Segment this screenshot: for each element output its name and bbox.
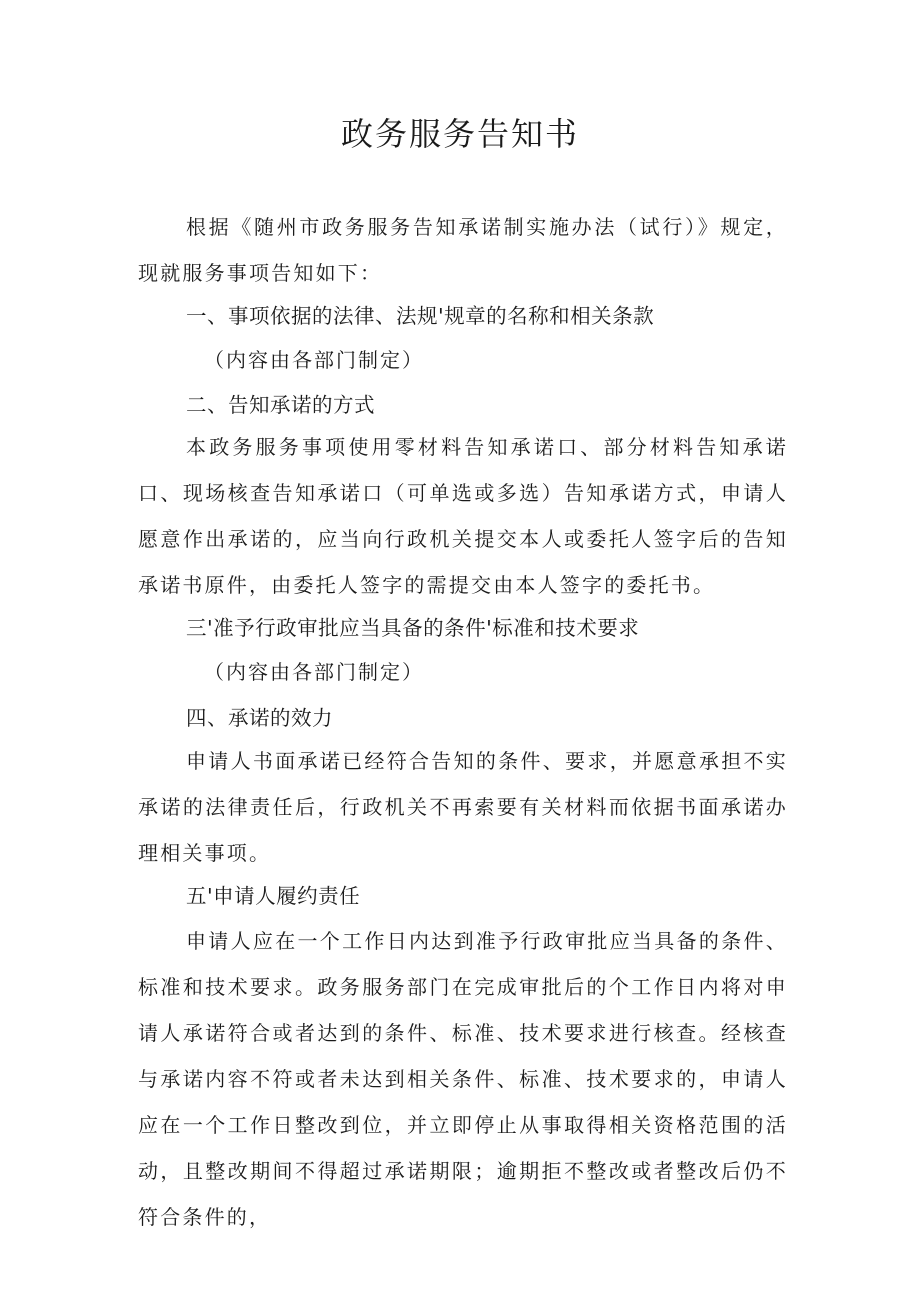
section4-paragraph: 申请人书面承诺已经符合告知的条件、要求，并愿意承担不实承诺的法律责任后，行政机关不再索要有关材料而依据书面承诺办理相关事项。 xyxy=(138,749,788,865)
section2-heading: 二、告知承诺的方式 xyxy=(186,393,375,417)
section1-heading: 一、事项依据的法律、法规'规章的名称和相关条款 xyxy=(186,304,655,328)
document-title: 政务服务告知书 xyxy=(340,115,579,153)
section5-heading: 五'申请人履约责任 xyxy=(186,884,361,908)
section3-heading: 三'准予行政审批应当具备的条件'标准和技术要求 xyxy=(186,616,640,640)
section2-paragraph: 本政务服务事项使用零材料告知承诺口、部分材料告知承诺口、现场核查告知承诺口（可单选或多选）告知承诺方式，申请人愿意作出承诺的，应当向行政机关提交本人或委托人签字后的告知承诺书原件，由委托人签字的需提交由本人签字的委托书。 xyxy=(138,435,788,597)
section4-heading: 四、承诺的效力 xyxy=(186,706,333,730)
intro-paragraph: 根据《随州市政务服务告知承诺制实施办法（试行）》规定，现就服务事项告知如下： xyxy=(138,215,788,285)
section1-note: （内容由各部门制定） xyxy=(204,348,424,372)
section3-note: （内容由各部门制定） xyxy=(204,660,424,684)
section5-paragraph: 申请人应在一个工作日内达到准予行政审批应当具备的条件、标准和技术要求。政务服务部门在完成审批后的个工作日内将对申请人承诺符合或者达到的条件、标准、技术要求进行核查。经核查与承诺内容不符或者未达到相关条件、标准、技术要求的，申请人应在一个工作日整改到位，并立即停止从事取得相关资格范围的活动，且整改期间不得超过承诺期限；逾期拒不整改或者整改后仍不符合条件的， xyxy=(138,929,788,1229)
